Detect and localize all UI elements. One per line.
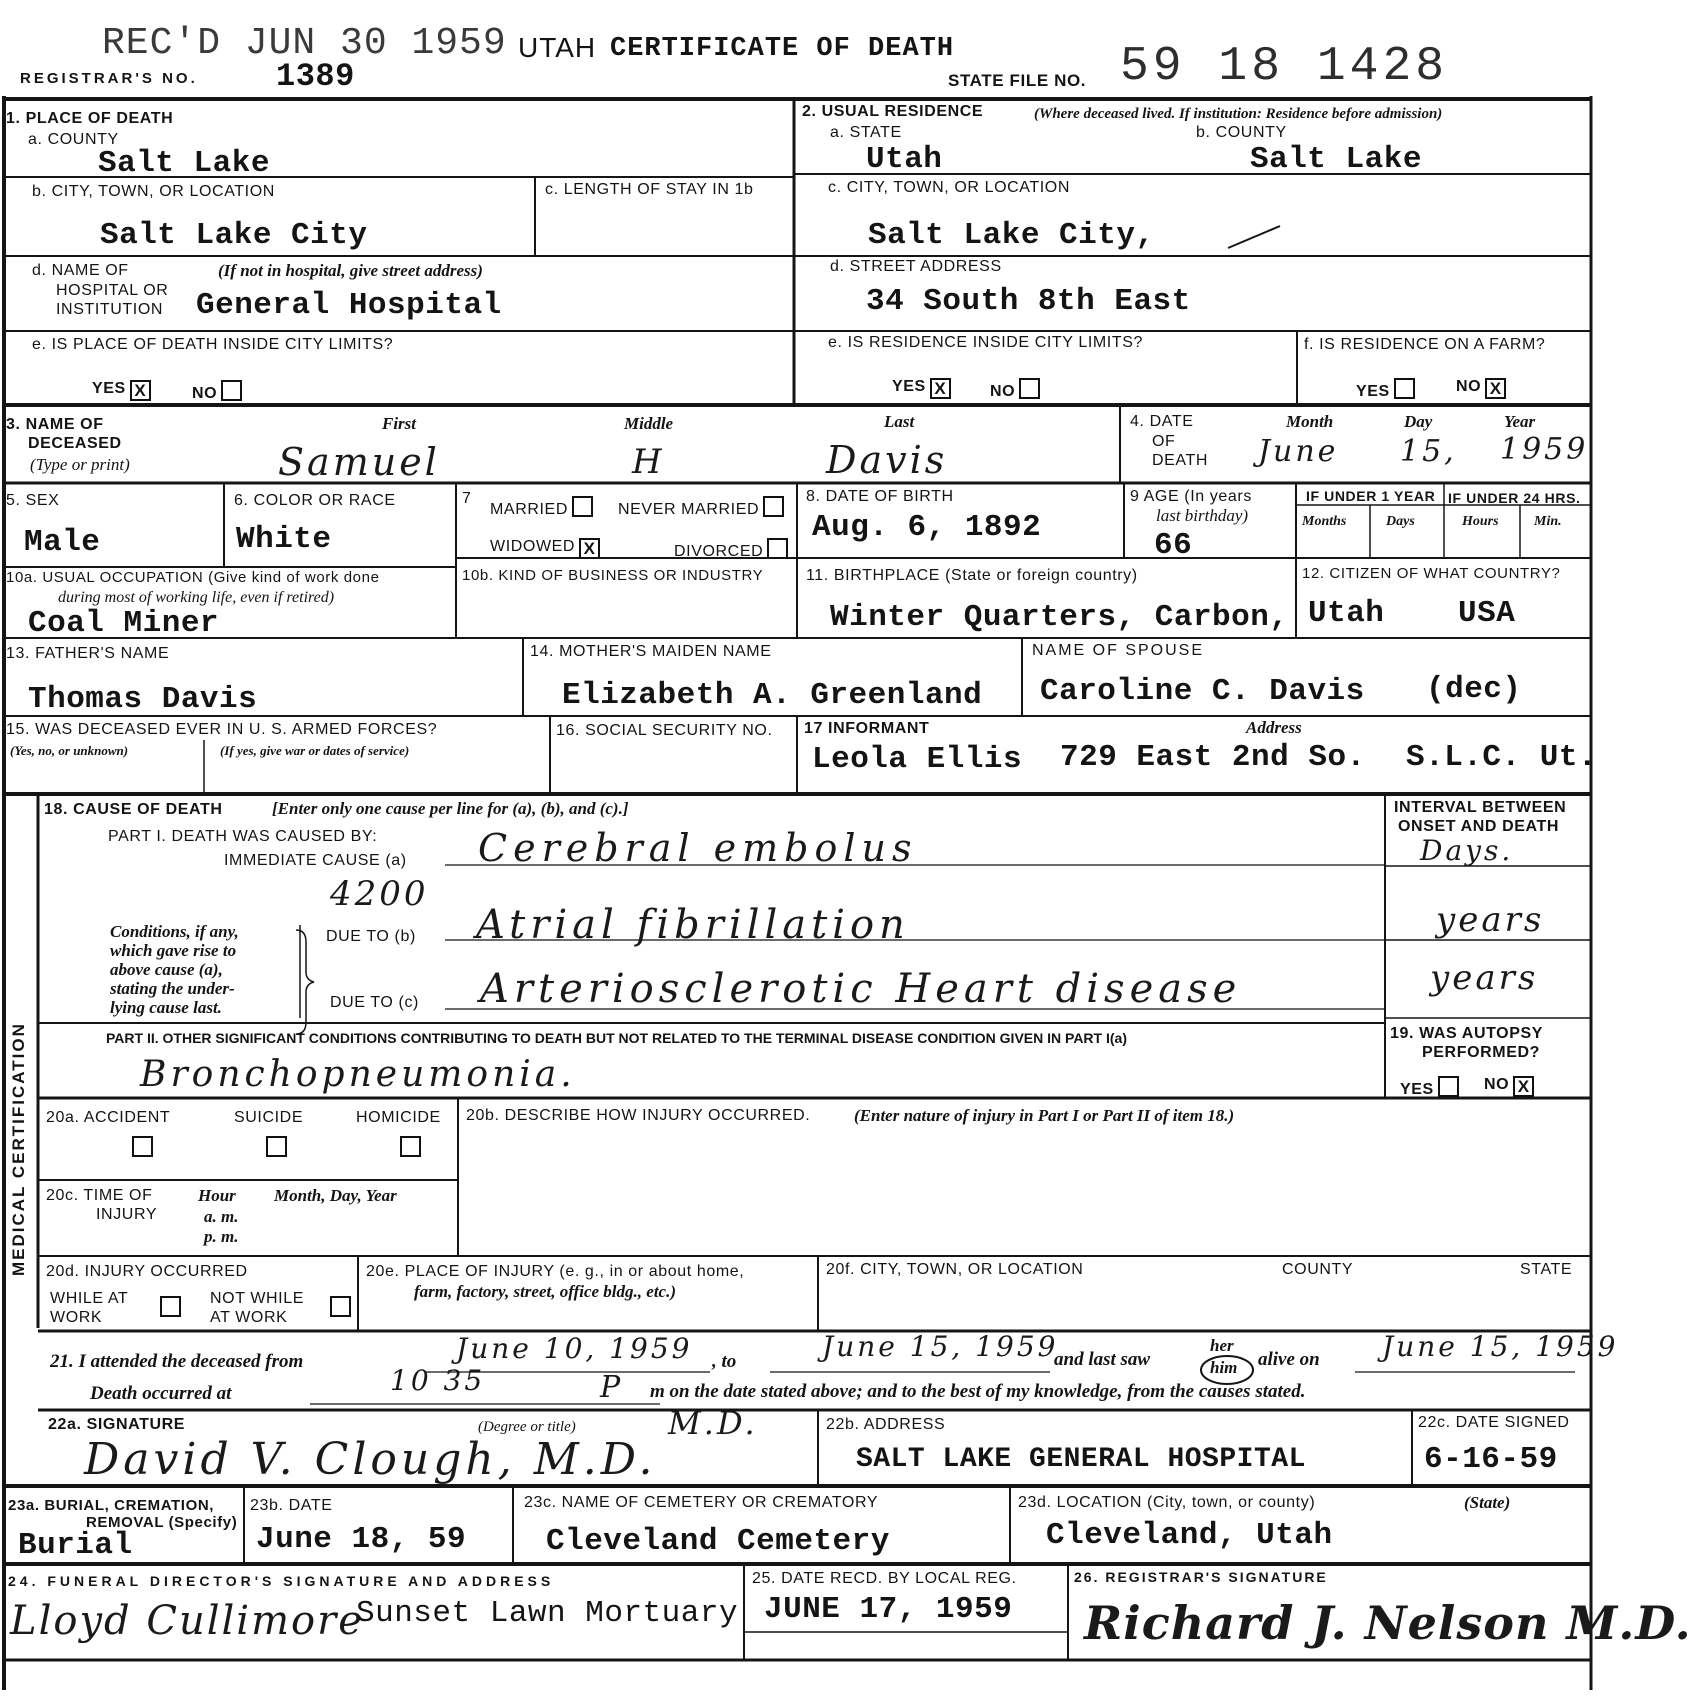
race: White <box>236 522 332 557</box>
state-file-label: STATE FILE NO. <box>948 71 1087 90</box>
interval-a: Days. <box>1420 834 1514 867</box>
widowed-checkbox[interactable]: X <box>579 538 600 559</box>
dob-label: 8. DATE OF BIRTH <box>806 488 954 505</box>
burial-label-1: 23a. BURIAL, CREMATION, <box>8 1497 215 1514</box>
last-seen: June 15, 1959 <box>1382 1330 1619 1363</box>
degree-label: (Degree or title) <box>478 1419 576 1435</box>
death-city: Salt Lake City <box>100 218 368 253</box>
city-label: b. CITY, TOWN, OR LOCATION <box>32 183 275 200</box>
while-label-1: WHILE AT <box>50 1290 129 1307</box>
county-label: a. COUNTY <box>28 131 119 148</box>
location-label: 23d. LOCATION (City, town, or county) <box>1018 1494 1316 1511</box>
hospital-hint: (If not in hospital, give street address) <box>218 261 483 280</box>
death-year: 1959 <box>1500 432 1589 467</box>
time-injury-label-2: INJURY <box>96 1206 158 1223</box>
birthplace: Winter Quarters, Carbon, <box>830 600 1289 635</box>
mother-label: 14. MOTHER'S MAIDEN NAME <box>530 643 772 660</box>
informant-address: 729 East 2nd So. <box>1060 740 1366 775</box>
armed-hint-2: (If yes, give war or dates of service) <box>220 743 410 758</box>
injury-desc-label: 20b. DESCRIBE HOW INJURY OCCURRED. <box>466 1107 811 1124</box>
spouse: Caroline C. Davis <box>1040 674 1365 709</box>
age-label-2: last birthday) <box>1156 506 1249 525</box>
homicide-checkbox[interactable] <box>400 1136 421 1157</box>
suicide-checkbox[interactable] <box>266 1136 287 1157</box>
immediate-label: IMMEDIATE CAUSE (a) <box>224 852 407 869</box>
death-day: 15, <box>1400 434 1457 469</box>
farm-no-checkbox[interactable]: X <box>1485 378 1506 399</box>
interval-b: years <box>1436 900 1545 940</box>
interval-c: years <box>1430 958 1539 998</box>
attended-text-b: , to <box>712 1351 737 1372</box>
place-injury-label-2: farm, factory, street, office bldg., etc.) <box>414 1282 677 1301</box>
never-married: NEVER MARRIED <box>618 496 784 519</box>
date-label-3: DEATH <box>1152 452 1209 469</box>
accident-checkbox[interactable] <box>132 1136 153 1157</box>
due-c-label: DUE TO (c) <box>330 994 419 1011</box>
cemetery-label: 23c. NAME OF CEMETERY OR CREMATORY <box>524 1494 879 1511</box>
first-name: Samuel <box>278 440 440 484</box>
residence-hint: (Where deceased lived. If institution: Residence before admission) <box>1034 106 1443 122</box>
homicide-label: HOMICIDE <box>356 1109 441 1126</box>
signature-overwrite: M.D. <box>668 1404 758 1442</box>
certificate-title: CERTIFICATE OF DEATH <box>610 34 955 64</box>
injury-city-label: 20f. CITY, TOWN, OR LOCATION <box>826 1261 1084 1278</box>
physician-address: SALT LAKE GENERAL HOSPITAL <box>856 1444 1306 1475</box>
death-occurred-text-b: m on the date stated above; and to the best of my knowledge, from the causes stated. <box>650 1381 1306 1402</box>
death-occurred-text: Death occurred at <box>90 1383 232 1404</box>
conditions-3: above cause (a), <box>110 960 223 979</box>
res-city-label: c. CITY, TOWN, OR LOCATION <box>828 179 1070 196</box>
hospital-label-1: d. NAME OF <box>32 262 129 279</box>
month-label: Month <box>1286 412 1334 431</box>
never-married-checkbox[interactable] <box>763 496 784 517</box>
res-street-label: d. STREET ADDRESS <box>830 258 1002 275</box>
state-file-no: 59 18 1428 <box>1120 40 1449 94</box>
last-label: Last <box>884 412 915 431</box>
min-label: Min. <box>1534 514 1562 529</box>
length-of-stay-label: c. LENGTH OF STAY IN 1b <box>545 181 754 198</box>
signature-label: 22a. SIGNATURE <box>48 1416 186 1433</box>
married: MARRIED <box>490 496 593 519</box>
director-label: 24. FUNERAL DIRECTOR'S SIGNATURE AND ADDRESS <box>8 1573 555 1589</box>
death-limits-yes: YES X <box>92 380 151 401</box>
year-label: Year <box>1504 412 1536 431</box>
him-label: him <box>1210 1358 1238 1377</box>
suicide-label: SUICIDE <box>234 1109 304 1126</box>
inside-limits-label: e. IS PLACE OF DEATH INSIDE CITY LIMITS? <box>32 336 394 353</box>
interval-label-1: INTERVAL BETWEEN <box>1394 799 1567 816</box>
burial: Burial <box>18 1528 133 1563</box>
name-label-3: (Type or print) <box>30 455 130 474</box>
birthplace-label: 11. BIRTHPLACE (State or foreign country) <box>806 567 1138 584</box>
conditions-4: stating the under- <box>110 979 235 998</box>
married-item-no: 7 <box>462 490 472 507</box>
res-state-label: a. STATE <box>830 124 902 141</box>
date-signed: 6-16-59 <box>1424 1442 1558 1477</box>
ssn-label: 16. SOCIAL SECURITY NO. <box>556 722 773 739</box>
informant-address-label: Address <box>1246 718 1302 737</box>
notwhile-label-1: NOT WHILE <box>210 1290 305 1307</box>
under-1-year-label: IF UNDER 1 YEAR <box>1306 488 1436 504</box>
occupation: Coal Miner <box>28 606 220 641</box>
autopsy-yes: YES <box>1400 1076 1459 1099</box>
hospital-name: General Hospital <box>196 288 502 323</box>
death-limits-no: NO <box>192 380 242 403</box>
immediate-cause: Cerebral embolus <box>478 826 918 870</box>
name-label-1: 3. NAME OF <box>6 416 104 433</box>
informant: Leola Ellis <box>812 742 1023 777</box>
farm-yes-checkbox[interactable] <box>1394 378 1415 399</box>
res-county-label: b. COUNTY <box>1196 124 1287 141</box>
pm-label: p. m. <box>204 1227 239 1246</box>
armed-label: 15. WAS DECEASED EVER IN U. S. ARMED FORCES? <box>6 721 438 738</box>
res-limits-no-checkbox[interactable] <box>1019 378 1040 399</box>
part2: Bronchopneumonia. <box>140 1054 576 1095</box>
physician-address-label: 22b. ADDRESS <box>826 1416 946 1433</box>
injury-county-label: COUNTY <box>1282 1261 1354 1278</box>
informant-city: S.L.C. Ut. <box>1406 740 1598 775</box>
married-checkbox[interactable] <box>572 496 593 517</box>
autopsy-yes-checkbox[interactable] <box>1438 1076 1459 1097</box>
death-meridiem: P <box>600 1370 624 1405</box>
date-signed-label: 22c. DATE SIGNED <box>1418 1414 1570 1431</box>
farm-label: f. IS RESIDENCE ON A FARM? <box>1304 336 1546 353</box>
res-limits-yes-checkbox[interactable]: X <box>930 378 951 399</box>
name-label-2: DECEASED <box>28 435 122 452</box>
burial-date-label: 23b. DATE <box>250 1497 333 1514</box>
registrar-signature-label: 26. REGISTRAR'S SIGNATURE <box>1074 1569 1328 1585</box>
physician-signature: David V. Clough, M.D. <box>84 1434 657 1485</box>
spouse-label: NAME OF SPOUSE <box>1032 642 1205 659</box>
res-limits-no: NO <box>990 378 1040 401</box>
time-injury-label-1: 20c. TIME OF <box>46 1187 153 1204</box>
mortuary: Sunset Lawn Mortuary <box>356 1596 739 1631</box>
received-stamp: REC'D JUN 30 1959 <box>102 22 507 65</box>
res-state: Utah <box>866 142 943 177</box>
burial-label-2: REMOVAL (Specify) <box>86 1514 238 1531</box>
res-street: 34 South 8th East <box>866 284 1191 319</box>
hours-label: Hours <box>1462 514 1499 529</box>
citizen: USA <box>1458 596 1516 631</box>
am-label: a. m. <box>204 1207 239 1226</box>
conditions-2: which gave rise to <box>110 941 237 960</box>
attended-from: June 10, 1959 <box>456 1332 693 1365</box>
location: Cleveland, Utah <box>1046 1518 1333 1553</box>
autopsy-no-checkbox[interactable]: X <box>1513 1076 1534 1097</box>
notwhile-label-2: AT WORK <box>210 1309 288 1326</box>
not-while-at-work-checkbox[interactable] <box>330 1296 351 1317</box>
recd-label: 25. DATE RECD. BY LOCAL REG. <box>752 1570 1017 1587</box>
occupation-label-2: during most of working life, even if retired) <box>58 589 335 606</box>
widowed: WIDOWED X <box>490 538 600 559</box>
recd-date: JUNE 17, 1959 <box>764 1592 1013 1627</box>
hospital-label-2: HOSPITAL OR <box>56 282 169 299</box>
mother: Elizabeth A. Greenland <box>562 678 983 713</box>
director-signature: Lloyd Cullimore <box>10 1598 364 1644</box>
death-limits-no-checkbox[interactable] <box>221 380 242 401</box>
death-limits-yes-checkbox[interactable]: X <box>130 380 151 401</box>
res-inside-limits-label: e. IS RESIDENCE INSIDE CITY LIMITS? <box>828 334 1143 351</box>
registrar-no: 1389 <box>276 58 355 95</box>
dob: Aug. 6, 1892 <box>812 510 1042 545</box>
race-label: 6. COLOR OR RACE <box>234 492 396 509</box>
due-b-label: DUE TO (b) <box>326 928 416 945</box>
first-label: First <box>382 414 417 433</box>
cemetery: Cleveland Cemetery <box>546 1524 890 1559</box>
cause-label: 18. CAUSE OF DEATH <box>44 801 223 818</box>
father: Thomas Davis <box>28 682 258 717</box>
days-label: Days <box>1386 514 1415 529</box>
age-label-1: 9 AGE (In years <box>1130 488 1252 505</box>
conditions-1: Conditions, if any, <box>110 922 239 941</box>
interval-label-2: ONSET AND DEATH <box>1398 818 1559 835</box>
injury-desc-hint: (Enter nature of injury in Part I or Part II of item 18.) <box>854 1106 1235 1125</box>
father-label: 13. FATHER'S NAME <box>6 645 170 662</box>
farm-yes: YES <box>1356 378 1415 401</box>
middle-label: Middle <box>624 414 674 433</box>
place-injury-label-1: 20e. PLACE OF INJURY (e. g., in or about home, <box>366 1263 745 1280</box>
divorced-checkbox[interactable] <box>767 538 788 559</box>
burial-date: June 18, 59 <box>256 1522 467 1557</box>
residence-label: 2. USUAL RESIDENCE <box>802 103 984 120</box>
location-state-label: (State) <box>1464 1493 1511 1512</box>
res-limits-yes: YES X <box>892 378 951 399</box>
date-label-1: 4. DATE <box>1130 413 1194 430</box>
cause-hint: [Enter only one cause per line for (a), (b), and (c).] <box>272 799 629 818</box>
title-state: UTAH <box>518 32 597 63</box>
part2-label: PART II. OTHER SIGNIFICANT CONDITIONS CONTRIBUTING TO DEATH BUT NOT RELATED TO THE TERMINAL DISEASE CONDITION GIVEN IN PART I(a) <box>106 1030 1127 1046</box>
date-label-2: OF <box>1152 433 1176 450</box>
while-at-work-checkbox[interactable] <box>160 1296 181 1317</box>
registrar-no-label: REGISTRAR'S NO. <box>20 70 198 87</box>
while-label-2: WORK <box>50 1309 103 1326</box>
margin-note: 4200 <box>330 874 429 914</box>
death-month: June <box>1258 434 1339 469</box>
armed-hint-1: (Yes, no, or unknown) <box>10 743 129 758</box>
occurred-label: 20d. INJURY OCCURRED <box>46 1263 248 1280</box>
farm-no: NO X <box>1456 378 1506 399</box>
citizen-label: 12. CITIZEN OF WHAT COUNTRY? <box>1302 565 1561 582</box>
informant-label: 17 INFORMANT <box>804 720 930 737</box>
res-city: Salt Lake City, <box>868 218 1155 253</box>
under-24-hrs-label: IF UNDER 24 HRS. <box>1448 490 1581 506</box>
last-name: Davis <box>826 438 948 482</box>
part1-label: PART I. DEATH WAS CAUSED BY: <box>108 828 378 845</box>
injury-state-label: STATE <box>1520 1261 1573 1278</box>
attended-text-c: and last saw <box>1054 1349 1151 1370</box>
age: 66 <box>1154 528 1193 563</box>
birthplace-state: Utah <box>1308 596 1385 631</box>
business-label: 10b. KIND OF BUSINESS OR INDUSTRY <box>462 567 764 584</box>
accident-label: 20a. ACCIDENT <box>46 1109 171 1126</box>
attended-text-d: alive on <box>1258 1349 1320 1370</box>
medical-certification-label: MEDICAL CERTIFICATION <box>9 1022 28 1276</box>
divorced: DIVORCED <box>674 538 788 561</box>
occupation-label-1: 10a. USUAL OCCUPATION (Give kind of work done <box>6 569 380 586</box>
sex-label: 5. SEX <box>6 492 60 509</box>
her-label: her <box>1210 1336 1234 1355</box>
death-time: 10 35 <box>390 1364 486 1397</box>
mdy-label: Month, Day, Year <box>274 1186 397 1205</box>
sex: Male <box>24 525 101 560</box>
autopsy-label-2: PERFORMED? <box>1422 1044 1540 1061</box>
autopsy-no: NO X <box>1484 1076 1534 1097</box>
res-county: Salt Lake <box>1250 142 1422 177</box>
middle-name: H <box>632 442 665 482</box>
registrar-signature: Richard J. Nelson M.D. <box>1084 1596 1692 1650</box>
spouse-note: (dec) <box>1426 672 1522 707</box>
attended-text-a: 21. I attended the deceased from <box>50 1351 304 1372</box>
hospital-label-3: INSTITUTION <box>56 301 164 318</box>
due-b: Atrial fibrillation <box>476 902 910 948</box>
autopsy-label-1: 19. WAS AUTOPSY <box>1390 1025 1544 1042</box>
day-label: Day <box>1404 412 1433 431</box>
place-of-death-label: 1. PLACE OF DEATH <box>6 110 174 127</box>
conditions-5: lying cause last. <box>110 998 222 1017</box>
months-label: Months <box>1302 514 1347 529</box>
attended-to: June 15, 1959 <box>822 1330 1059 1363</box>
death-county: Salt Lake <box>98 146 270 181</box>
hour-label: Hour <box>198 1186 236 1205</box>
due-c: Arteriosclerotic Heart disease <box>480 966 1242 1012</box>
